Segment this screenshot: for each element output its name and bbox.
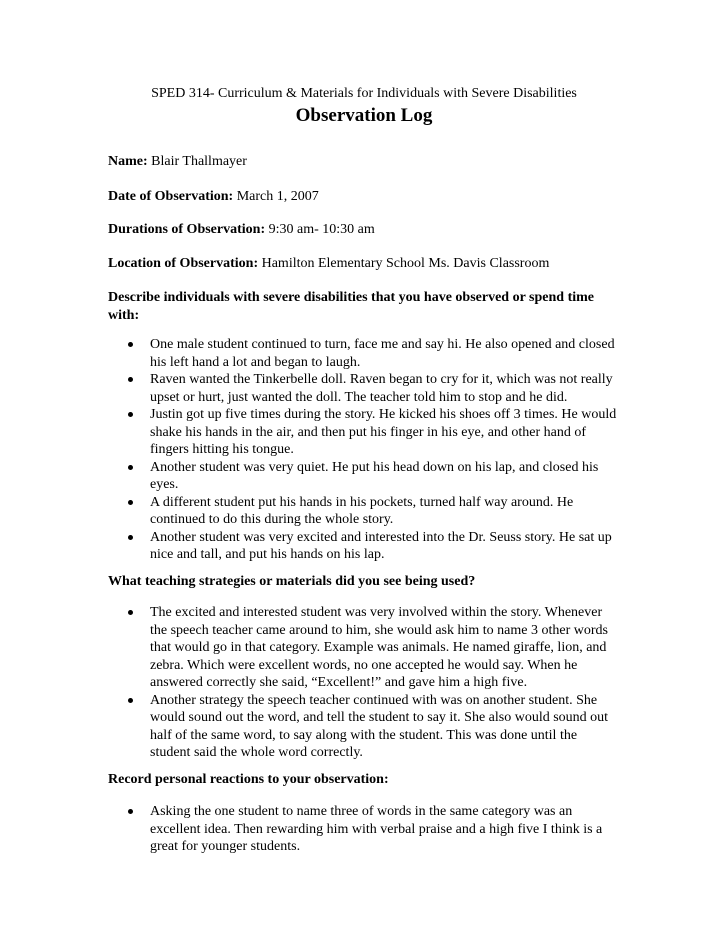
strategies-list (108, 604, 620, 762)
location-field (108, 255, 549, 273)
bullet-icon (128, 535, 133, 540)
reactions-list (108, 803, 620, 856)
bullet-icon (128, 377, 133, 382)
date-label: Date of Observation: (108, 189, 234, 204)
page-title: Observation Log (295, 105, 433, 126)
section-heading-reactions: Record personal reactions to your observation: (108, 772, 389, 787)
individuals-list (108, 336, 620, 564)
bullet-icon (128, 698, 133, 703)
duration-label: Durations of Observation: (108, 222, 266, 237)
name-value: Blair Thallmayer (151, 154, 247, 169)
bullet-icon (128, 500, 133, 505)
bullet-icon (128, 610, 133, 615)
bullet-icon (128, 809, 133, 814)
list-item: Another strategy the speech teacher continued with was on another student. She would sound out the word, and tell the student to say it. She also would sound out half of the same word, to say along with the student. This was done until the student said the whole word correctly. (108, 692, 620, 762)
list-item: Asking the one student to name three of words in the same category was an excellent idea. Then rewarding him with verbal praise and a high five I think is a great for younger students. (108, 803, 620, 856)
list-item: One male student continued to turn, face me and say hi. He also opened and closed his left hand a lot and began to laugh. (108, 336, 620, 371)
course-title: SPED 314- Curriculum & Materials for Individuals with Severe Disabilities (151, 86, 577, 101)
date-field (108, 188, 319, 206)
bullet-icon (128, 465, 133, 470)
location-label: Location of Observation: (108, 256, 259, 271)
section-heading-individuals: Describe individuals with severe disabilities that you have observed or spend time with: (108, 290, 595, 323)
duration-field (108, 221, 375, 239)
list-item: Justin got up five times during the story. He kicked his shoes off 3 times. He would shake his hands in the air, and then put his finger in his eye, and other hand of fingers hitting his tongue. (108, 406, 620, 459)
date-value: March 1, 2007 (236, 189, 319, 204)
bullet-icon (128, 342, 133, 347)
list-item: Another student was very excited and interested into the Dr. Seuss story. He sat up nice and tall, and put his hands on his lap. (108, 529, 620, 564)
list-item: Raven wanted the Tinkerbelle doll. Raven began to cry for it, which was not really upset or hurt, just wanted the doll. The teacher told him to stop and he did. (108, 371, 620, 406)
name-field (108, 153, 247, 171)
bullet-icon (128, 412, 133, 417)
duration-value: 9:30 am- 10:30 am (268, 222, 375, 237)
list-item: The excited and interested student was very involved within the story. Whenever the speech teacher came around to him, she would ask him to name 3 other words that would go in that category. Example was animals. He named giraffe, lion, and zebra. Which were excellent words, no one accepted he would say. When he answered correctly she said, “Excellent!” and gave him a high five. (108, 604, 620, 692)
name-label: Name: (108, 154, 148, 169)
section-heading-strategies: What teaching strategies or materials did you see being used? (108, 574, 476, 589)
list-item: A different student put his hands in his pockets, turned half way around. He continued to do this during the whole story. (108, 494, 620, 529)
list-item: Another student was very quiet. He put his head down on his lap, and closed his eyes. (108, 459, 620, 494)
location-value: Hamilton Elementary School Ms. Davis Classroom (261, 256, 550, 271)
